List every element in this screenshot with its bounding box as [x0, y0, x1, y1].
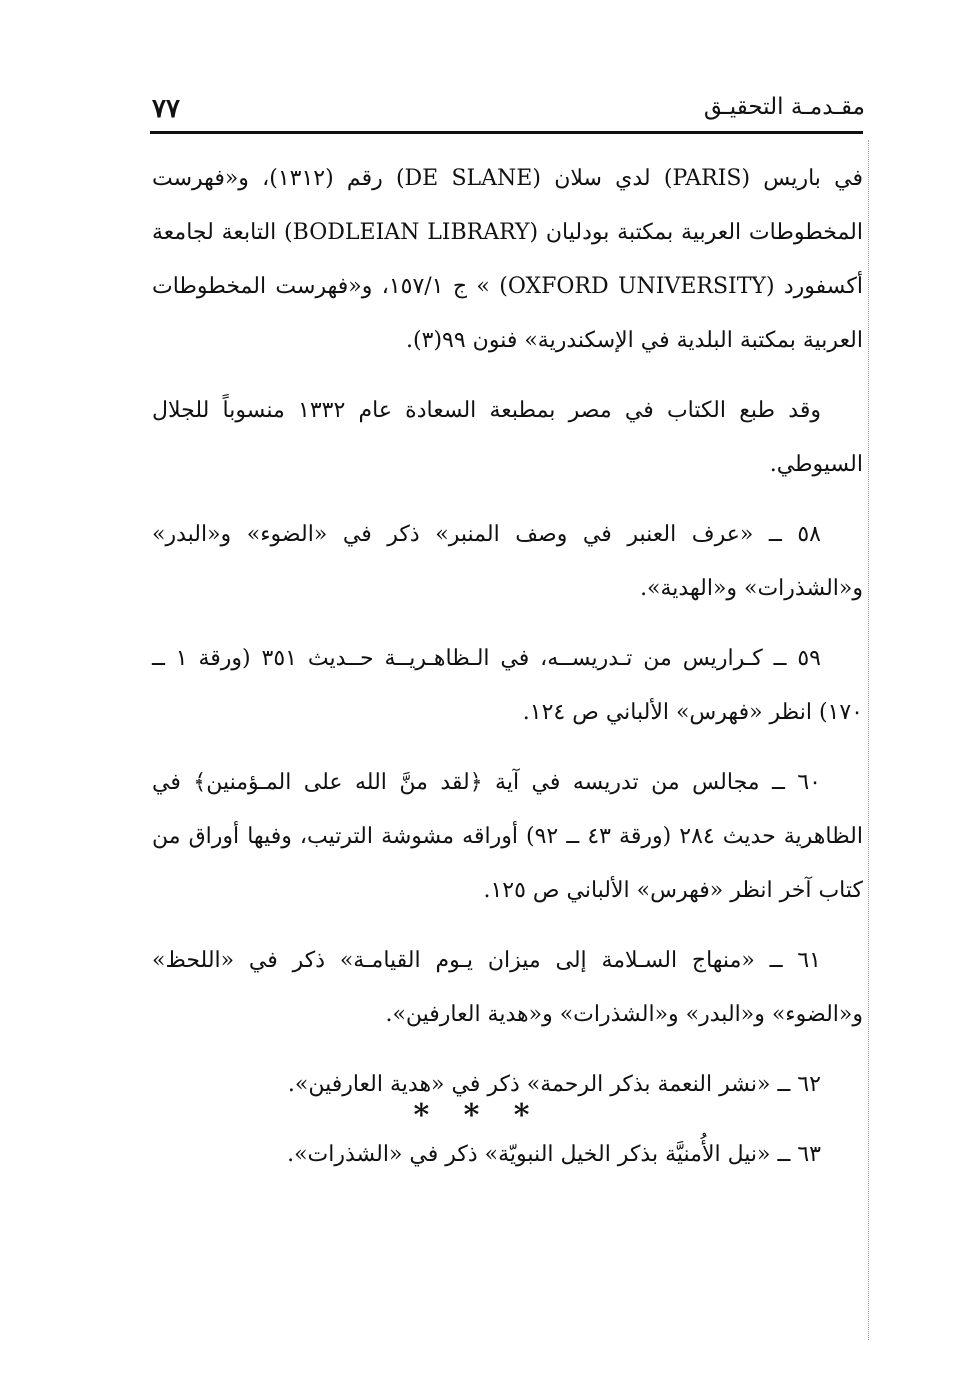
- paragraph-printing: وقد طبع الكتاب في مصر بمطبعة السعادة عام ١٣٣٢ منسوباً للجلال السيوطي.: [152, 398, 863, 477]
- page-header: [150, 90, 865, 130]
- entry-59: ٥٩ ــ كـراريس من تـدريســه، في الـظاهـريــة حــديث ٣٥١ (ورقة ١ ــ ١٧٠) انظر «فهرس» الألباني ص ١٢٤.: [152, 646, 863, 725]
- paragraph-manuscripts: في باريس (PARIS) لدي سلان (DE SLANE) رقم (١٣١٢)، و«فهرست المخطوطات العربية بمكتبة بودليان (BODLEIAN LIBRARY) التابعة لجامعة أكسفورد (OXFORD UNIVERSITY) » ج ١٥٧/١، و«فهرست المخطوطات العربية بمكتبة البلدية في الإسكندرية» فنون ٩٩(٣).: [152, 166, 864, 353]
- entry-60: ٦٠ ــ مجالس من تدريسه في آية ﴿لقد منَّ الله على المـؤمنين﴾ في الظاهرية حديث ٢٨٤ (ورقة ٤٣ ــ ٩٢) أوراقه مشوشة الترتيب، وفيها أوراق من كتاب آخر انظر «فهرس» الألباني ص ١٢٥.: [152, 770, 863, 903]
- entry-63: ٦٣ ــ «نيل الأُمنيَّة بذكر الخيل النبويّة» ذكر في «الشذرات».: [287, 1142, 821, 1167]
- header-rule: [150, 131, 863, 134]
- section-end-ornament: * * *: [413, 1098, 542, 1133]
- entry-61: ٦١ ــ «منهاج السـلامة إلى ميزان يـوم القيامـة» ذكر في «اللحظ» و«الضوء» و«البدر» و«الشذرات» و«هدية العارفين».: [152, 948, 863, 1027]
- page-body: [152, 152, 863, 1198]
- entry-58: ٥٨ ــ «عرف العنبر في وصف المنبر» ذكر في «الضوء» و«البدر» و«الشذرات» و«الهدية».: [152, 522, 863, 601]
- running-head: مقـدمـة التحقيـق: [703, 94, 865, 120]
- entry-62: ٦٢ ــ «نشر النعمة بذكر الرحمة» ذكر في «هدية العارفين».: [287, 1072, 821, 1097]
- page-number: ٧٧: [152, 94, 180, 124]
- scan-margin-dots: [868, 140, 871, 1340]
